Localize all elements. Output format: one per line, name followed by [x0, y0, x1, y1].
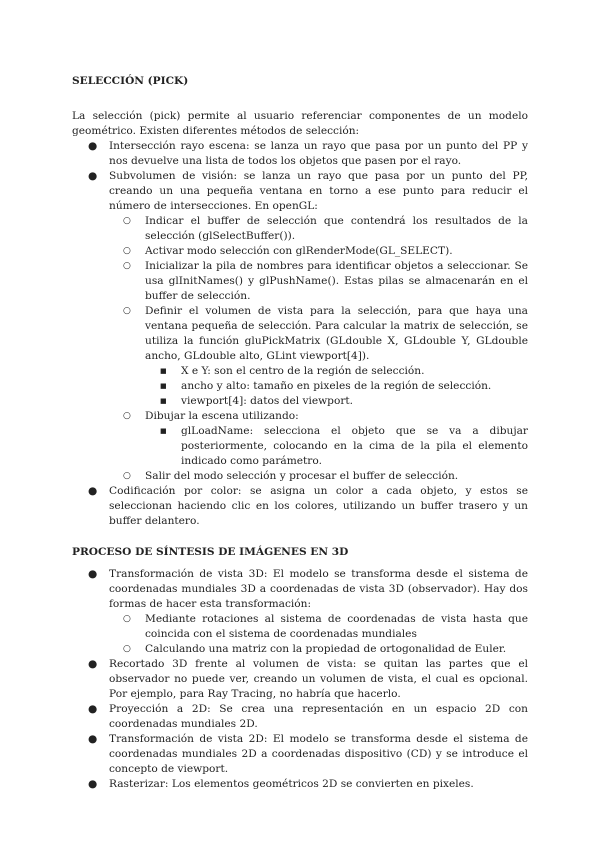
bullet-icon: ● — [88, 170, 98, 182]
bullet-icon: ● — [88, 733, 98, 745]
list-item-text: Definir el volumen de vista para la selección, para que haya una ventana pequeña de selección. Para calcular la matrix de selección, se utiliza la función gluPickMatrix (GLdouble X, GLdouble Y, GLdouble ancho, GLdouble alto, GLint viewport[4]). — [145, 305, 528, 362]
list-item-text: Rasterizar: Los elementos geométricos 2D se convierten en pixeles. — [109, 778, 474, 790]
section-intro: La selección (pick) permite al usuario referenciar componentes de un modelo geométrico. Existen diferentes métodos de selección: — [72, 110, 528, 137]
bullet-icon: ● — [88, 778, 98, 790]
list-item-text: Mediante rotaciones al sistema de coordenadas de vista hasta que coincida con el sistema de coordenadas mundiales — [145, 613, 528, 640]
list-item-text: Codificación por color: se asigna un color a cada objeto, y estos se seleccionan haciendo clic en los colores, utilizando un buffer trasero y un buffer delantero. — [109, 485, 528, 527]
list-item — [109, 642, 528, 657]
list-item — [109, 409, 528, 469]
list-item-text: Calculando una matriz con la propiedad de ortogonalidad de Euler. — [145, 643, 507, 655]
pickmatrix-params-list — [145, 364, 528, 409]
list-item-text: Subvolumen de visión: se lanza un rayo que pasa por un punto del PP, creando un una pequeña ventana en torno a ese punto para reducir el número de intersecciones. En openGL: — [109, 170, 528, 212]
selection-methods-list — [72, 139, 528, 529]
list-item — [145, 379, 528, 394]
list-item-text: Transformación de vista 2D: El modelo se transforma desde el sistema de coordenadas mundiales 2D a coordenadas dispositivo (CD) y se introduce el concepto de viewport. — [109, 733, 528, 775]
draw-scene-list — [145, 424, 528, 469]
pipeline-steps-list — [72, 567, 528, 792]
bullet-icon: ● — [88, 140, 98, 152]
list-item — [72, 777, 528, 792]
square-bullet-icon: ■ — [160, 427, 167, 435]
list-item — [72, 484, 528, 529]
list-item — [145, 394, 528, 409]
circle-bullet-icon: ○ — [123, 216, 131, 226]
list-item-text: Proyección a 2D: Se crea una representación en un espacio 2D con coordenadas mundiales 2D. — [109, 703, 528, 730]
list-item-text: Dibujar la escena utilizando: — [145, 410, 299, 422]
list-item — [109, 469, 528, 484]
list-item-text: Inicializar la pila de nombres para identificar objetos a seleccionar. Se usa glInitNames() y glPushName(). Estas pilas se almacenarán en el buffer de selección. — [145, 260, 528, 302]
list-item — [109, 304, 528, 409]
circle-bullet-icon: ○ — [123, 644, 131, 654]
list-item-text: Intersección rayo escena: se lanza un rayo que pasa por un punto del PP y nos devuelve una lista de todos los objetos que pasen por el rayo. — [109, 140, 528, 167]
list-item-text: viewport[4]: datos del viewport. — [181, 395, 354, 407]
list-item-text: Recortado 3D frente al volumen de vista: se quitan las partes que el observador no puede ver, creando un volumen de vista, el cual es opcional. Por ejemplo, para Ray Tracing, no habría que hacerlo. — [109, 658, 528, 700]
list-item — [109, 612, 528, 642]
list-item — [72, 567, 528, 657]
circle-bullet-icon: ○ — [123, 411, 131, 421]
list-item — [109, 259, 528, 304]
bullet-icon: ● — [88, 485, 98, 497]
circle-bullet-icon: ○ — [123, 261, 131, 271]
section-spacer — [72, 537, 528, 545]
section-title-seleccion: SELECCIÓN (PICK) — [72, 75, 189, 87]
circle-bullet-icon: ○ — [123, 306, 131, 316]
list-item — [109, 244, 528, 259]
list-item-text: Salir del modo selección y procesar el buffer de selección. — [145, 470, 459, 482]
section-title-proceso: PROCESO DE SÍNTESIS DE IMÁGENES EN 3D — [72, 546, 349, 558]
circle-bullet-icon: ○ — [123, 246, 131, 256]
list-item — [72, 169, 528, 484]
list-item-text: Transformación de vista 3D: El modelo se transforma desde el sistema de coordenadas mundiales 3D a coordenadas de vista 3D (observador). Hay dos formas de hacer esta transformación: — [109, 568, 528, 610]
list-item-text: Indicar el buffer de selección que contendrá los resultados de la selección (glSelectBuffer()). — [145, 215, 528, 242]
section-spacer — [72, 529, 528, 537]
list-item — [72, 657, 528, 702]
view-transform-methods-list — [109, 612, 528, 657]
bullet-icon: ● — [88, 658, 98, 670]
square-bullet-icon: ■ — [160, 367, 167, 375]
list-item — [145, 424, 528, 469]
opengl-steps-list — [109, 214, 528, 484]
bullet-icon: ● — [88, 568, 98, 580]
list-item-text: glLoadName: selecciona el objeto que se va a dibujar posteriormente, colocando en la cima de la pila el elemento indicado como parámetro. — [181, 425, 528, 467]
circle-bullet-icon: ○ — [123, 471, 131, 481]
bullet-icon: ● — [88, 703, 98, 715]
list-item-text: ancho y alto: tamaño en pixeles de la región de selección. — [181, 380, 492, 392]
list-item-text: X e Y: son el centro de la región de selección. — [181, 365, 425, 377]
list-item — [145, 364, 528, 379]
list-item — [72, 732, 528, 777]
list-item — [72, 702, 528, 732]
list-item — [72, 139, 528, 169]
square-bullet-icon: ■ — [160, 382, 167, 390]
circle-bullet-icon: ○ — [123, 614, 131, 624]
list-item-text: Activar modo selección con glRenderMode(GL_SELECT). — [145, 245, 453, 257]
square-bullet-icon: ■ — [160, 397, 167, 405]
list-item — [109, 214, 528, 244]
